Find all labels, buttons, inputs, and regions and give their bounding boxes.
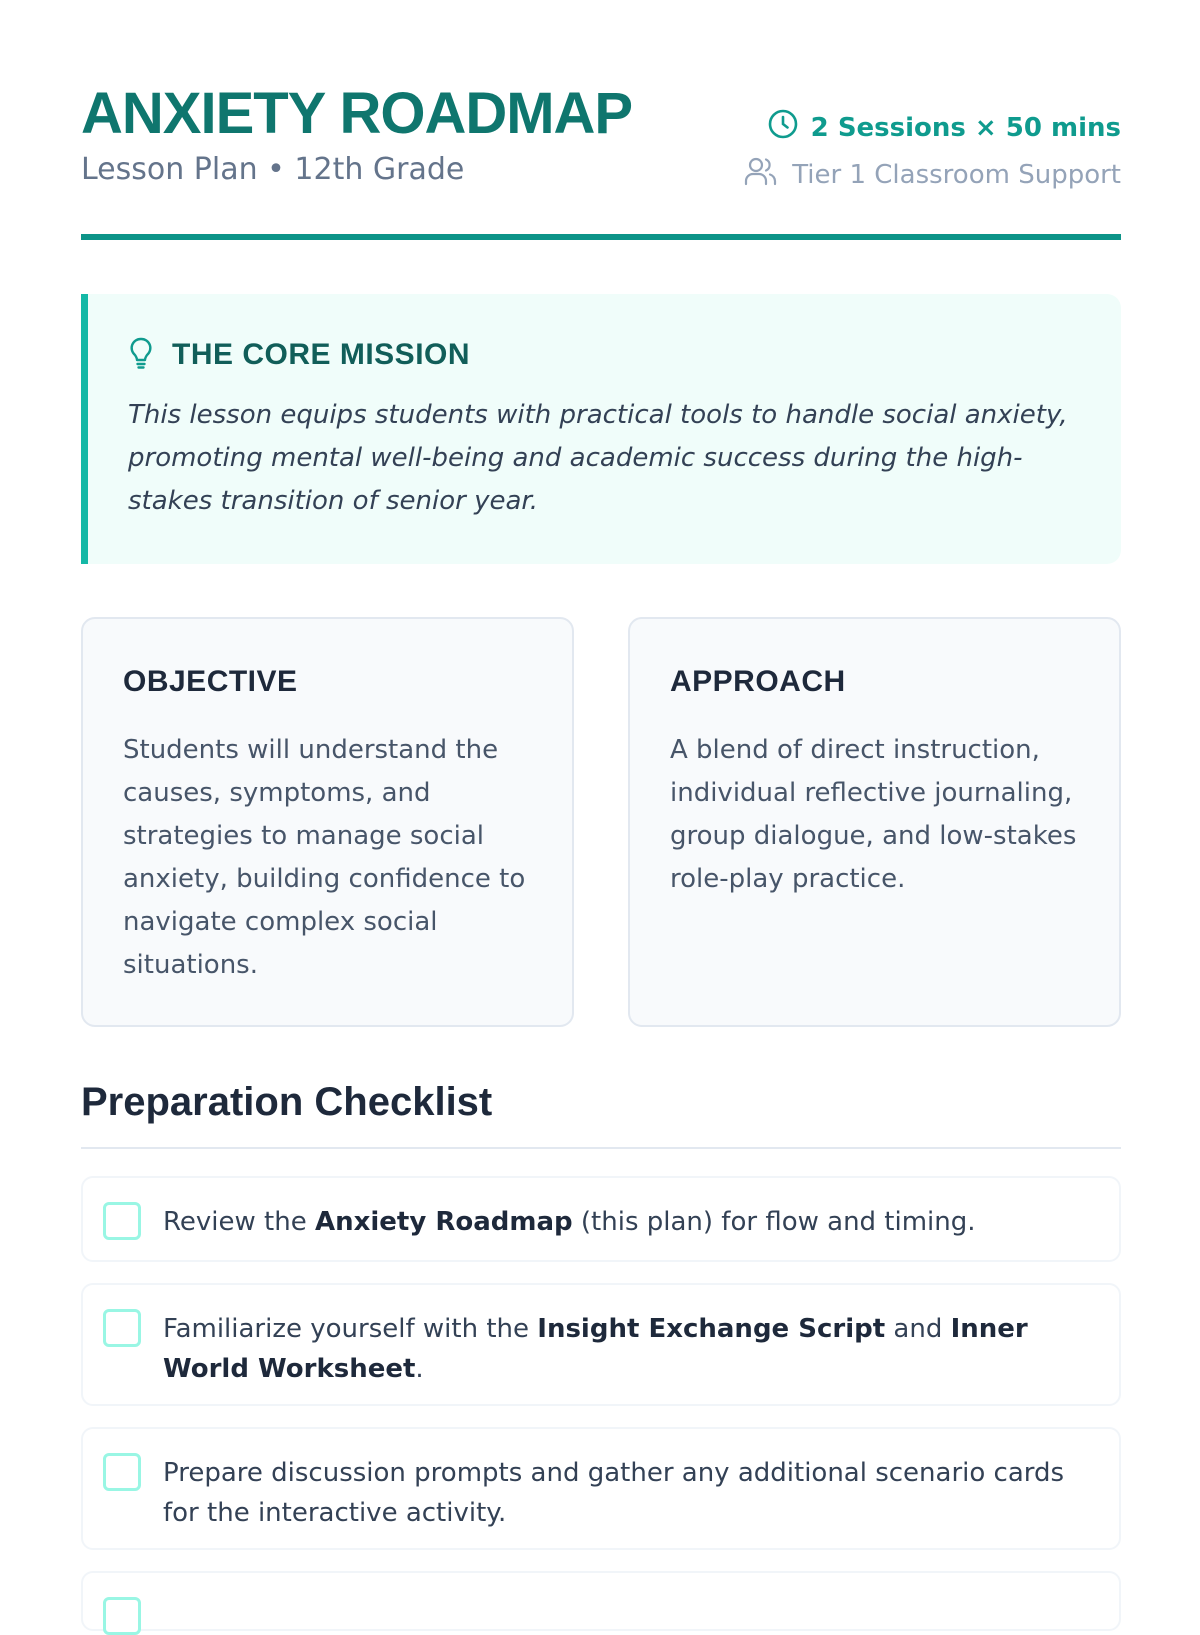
checklist-item-text — [163, 1202, 1093, 1242]
text-segment: Familiarize yourself with the — [163, 1314, 538, 1344]
checklist-item-text — [163, 1453, 1093, 1533]
page-header — [81, 0, 1121, 242]
mission-header — [128, 336, 470, 374]
mission-text: This lesson equips students with practical tools to handle social anxiety, promoting mental well-being and academic success during the high-stakes transition of senior year. — [128, 400, 1068, 516]
clock-icon — [767, 108, 799, 147]
duration-label: 2 Sessions × 50 mins — [810, 112, 1121, 143]
page-title: ANXIETY ROADMAP — [81, 81, 633, 146]
objective-title: OBJECTIVE — [123, 665, 298, 698]
checklist-title: Preparation Checklist — [81, 1080, 493, 1124]
lesson-plan-page — [81, 0, 1121, 1528]
checklist-divider — [81, 1147, 1121, 1149]
checklist-checkbox[interactable] — [103, 1453, 141, 1491]
checklist-item-text — [163, 1309, 1093, 1389]
objective-card — [81, 617, 574, 1027]
users-icon — [744, 156, 778, 193]
objective-text: Students will understand the causes, symptoms, and strategies to manage social anxiety, building confidence to navigate complex social situations. — [123, 735, 526, 980]
page-subtitle: Lesson Plan • 12th Grade — [81, 152, 465, 187]
text-segment: Review the — [163, 1207, 315, 1237]
checklist-item — [81, 1283, 1121, 1406]
session-duration — [767, 108, 1121, 147]
checklist-checkbox[interactable] — [103, 1202, 141, 1240]
mission-title: THE CORE MISSION — [172, 338, 471, 371]
checklist-item — [81, 1427, 1121, 1550]
header-divider — [81, 234, 1121, 240]
lightbulb-icon — [128, 336, 154, 374]
checklist-checkbox[interactable] — [103, 1309, 141, 1347]
emphasis-text: Anxiety Roadmap — [314, 1207, 573, 1237]
text-segment: Prepare discussion prompts and gather any additional scenario cards for the interactive activity. — [163, 1458, 1065, 1528]
approach-text: A blend of direct instruction, individual reflective journaling, group dialogue, and low-stakes role-play practice. — [670, 735, 1077, 894]
support-tier — [744, 156, 1121, 193]
tier-label: Tier 1 Classroom Support — [792, 159, 1121, 190]
emphasis-text: Inner World Worksheet — [163, 1314, 1028, 1384]
checklist-checkbox[interactable] — [103, 1597, 141, 1635]
approach-title: APPROACH — [670, 665, 846, 698]
text-segment: . — [415, 1354, 424, 1384]
approach-card — [628, 617, 1121, 1027]
checklist-item — [81, 1176, 1121, 1262]
core-mission-callout — [81, 294, 1121, 564]
checklist-item — [81, 1571, 1121, 1631]
emphasis-text: Insight Exchange Script — [537, 1314, 886, 1344]
text-segment: (this plan) for flow and timing. — [572, 1207, 976, 1237]
text-segment: and — [885, 1314, 951, 1344]
